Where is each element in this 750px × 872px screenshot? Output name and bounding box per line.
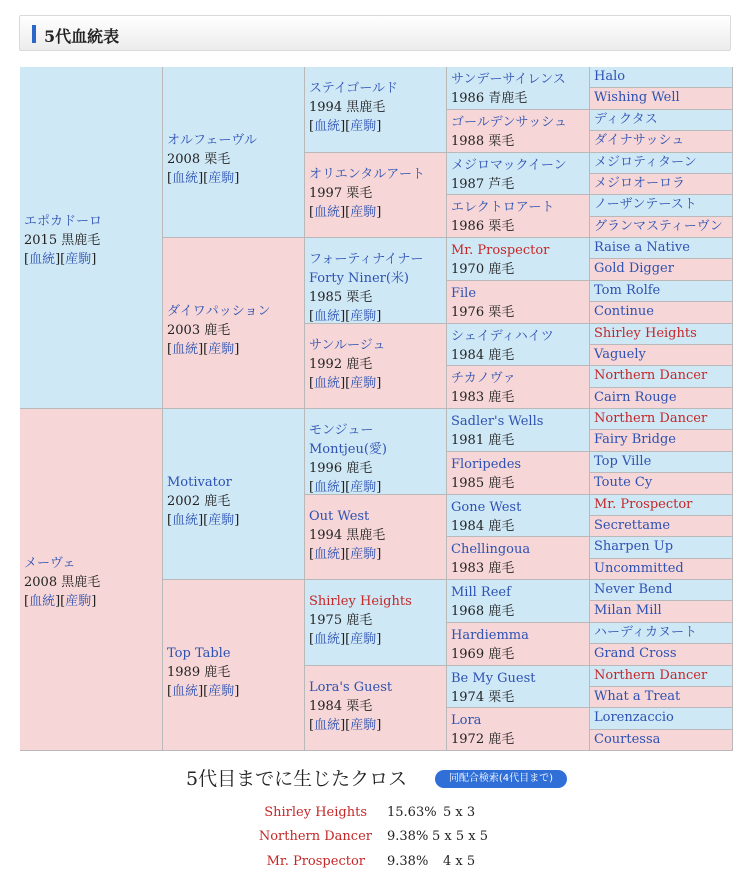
horse-birth-color: 1975 鹿毛 bbox=[309, 613, 373, 628]
horse-name-link[interactable]: Vaguely bbox=[594, 347, 646, 362]
horse-links: [血統][産駒] bbox=[24, 594, 97, 609]
horse-name-link[interactable]: Shirley Heights bbox=[594, 326, 697, 341]
pedigree-cell-gen4 bbox=[447, 580, 590, 623]
horse-links: [血統][産駒] bbox=[309, 632, 382, 647]
pedigree-cell-gen4 bbox=[447, 238, 590, 281]
horse-links: [血統][産駒] bbox=[309, 205, 382, 220]
horse-name-link[interactable]: Be My Guest bbox=[451, 671, 536, 686]
horse-name-link[interactable]: Gone West bbox=[451, 500, 522, 515]
horse-name-link[interactable]: エポカドーロ bbox=[24, 214, 103, 229]
horse-name-link[interactable]: Chellingoua bbox=[451, 542, 531, 557]
horse-name-link[interactable]: Raise a Native bbox=[594, 240, 690, 255]
horse-name-link[interactable]: What a Treat bbox=[594, 689, 681, 704]
horse-name-link[interactable]: ダイナサッシュ bbox=[594, 133, 685, 148]
sanku-link[interactable]: 産駒 bbox=[350, 480, 377, 495]
horse-name-link[interactable]: Uncommitted bbox=[594, 561, 684, 576]
horse-birth-color: 2003 鹿毛 bbox=[167, 323, 231, 338]
pedigree-cell-gen4 bbox=[447, 195, 590, 238]
pedigree-cell-gen5 bbox=[590, 452, 733, 473]
sanku-link[interactable]: 産駒 bbox=[350, 547, 377, 562]
horse-name-link[interactable]: Out West bbox=[309, 509, 370, 524]
horse-birth-color: 1985 栗毛 bbox=[309, 290, 373, 305]
cross-row bbox=[0, 853, 365, 871]
pedigree-cell-gen5 bbox=[590, 430, 733, 452]
sanku-link[interactable]: 産駒 bbox=[350, 376, 377, 391]
sanku-link[interactable]: 産駒 bbox=[350, 119, 377, 134]
horse-links: [血統][産駒] bbox=[309, 376, 382, 391]
horse-name-link[interactable]: Top Ville bbox=[594, 454, 652, 469]
sanku-link[interactable]: 産駒 bbox=[350, 205, 377, 220]
horse-name-link[interactable]: Northern Dancer bbox=[594, 411, 708, 426]
ketto-link[interactable]: 血統 bbox=[29, 252, 56, 267]
horse-name-link[interactable]: サンルージュ bbox=[309, 338, 386, 353]
horse-links: [血統][産駒] bbox=[309, 309, 382, 324]
pedigree-cell-gen3 bbox=[305, 238, 447, 324]
horse-birth-color: 1969 鹿毛 bbox=[451, 647, 515, 662]
horse-name-link[interactable]: Mill Reef bbox=[451, 585, 511, 600]
pedigree-cell-gen5 bbox=[590, 88, 733, 110]
cross-generation: 4 x 5 bbox=[443, 854, 476, 869]
horse-name-link[interactable]: ディクタス bbox=[594, 112, 658, 127]
sanku-link[interactable]: 産駒 bbox=[65, 252, 92, 267]
horse-birth-color: 1985 鹿毛 bbox=[451, 476, 515, 491]
horse-name-link[interactable]: ステイゴールド bbox=[309, 81, 399, 96]
horse-name-link[interactable]: File bbox=[451, 286, 477, 301]
horse-birth-color: 1983 鹿毛 bbox=[451, 561, 515, 576]
horse-name-link[interactable]: シェイディハイツ bbox=[451, 329, 554, 344]
pedigree-cell-gen2 bbox=[163, 238, 305, 409]
pedigree-cell-gen3 bbox=[305, 67, 447, 153]
horse-name-link[interactable]: Motivator bbox=[167, 475, 232, 490]
pedigree-cell-gen4 bbox=[447, 666, 590, 708]
pedigree-cell-gen5 bbox=[590, 345, 733, 366]
cross-horse-name[interactable]: Shirley Heights bbox=[264, 805, 367, 820]
pedigree-table bbox=[20, 67, 733, 751]
horse-name-link[interactable]: オルフェーヴル bbox=[167, 133, 257, 148]
cross-generation: 5 x 3 bbox=[443, 805, 476, 820]
horse-birth-color: 1984 鹿毛 bbox=[451, 519, 515, 534]
cross-percent: 15.63% bbox=[387, 805, 437, 820]
horse-links: [血統][産駒] bbox=[309, 119, 382, 134]
horse-name-link[interactable]: Secrettame bbox=[594, 518, 671, 533]
horse-name-link[interactable]: チカノヴァ bbox=[451, 371, 516, 386]
pedigree-cell-gen5 bbox=[590, 281, 733, 302]
pedigree-cell-gen5 bbox=[590, 666, 733, 687]
horse-name-link[interactable]: Lora bbox=[451, 713, 482, 728]
horse-birth-color: 2008 黒鹿毛 bbox=[24, 575, 101, 590]
horse-name-link[interactable]: ダイワパッション bbox=[167, 304, 271, 319]
horse-birth-color: 1968 鹿毛 bbox=[451, 604, 515, 619]
horse-name-link[interactable]: Mr. Prospector bbox=[594, 497, 693, 512]
cross-generation: 5 x 5 x 5 bbox=[432, 829, 489, 844]
horse-links: [血統][産駒] bbox=[167, 513, 240, 528]
pedigree-cell-gen5 bbox=[590, 67, 733, 88]
horse-name-link[interactable]: Shirley Heights bbox=[309, 594, 412, 609]
pedigree-cell-gen5 bbox=[590, 537, 733, 559]
pedigree-cell-gen5 bbox=[590, 601, 733, 623]
horse-links: [血統][産駒] bbox=[24, 252, 97, 267]
horse-birth-color: 1976 栗毛 bbox=[451, 305, 515, 320]
pedigree-cell-gen5 bbox=[590, 302, 733, 324]
cross-percent: 9.38% bbox=[387, 829, 429, 844]
horse-birth-color: 1983 鹿毛 bbox=[451, 390, 515, 405]
ketto-link[interactable]: 血統 bbox=[314, 119, 341, 134]
sanku-link[interactable]: 産駒 bbox=[350, 632, 377, 647]
horse-birth-color: 1972 鹿毛 bbox=[451, 732, 515, 747]
cross-row bbox=[0, 804, 367, 822]
ketto-link[interactable]: 血統 bbox=[29, 594, 56, 609]
same-mating-search-button[interactable]: 同配合検索(4代目まで) bbox=[435, 770, 567, 788]
pedigree-cell-gen4 bbox=[447, 409, 590, 452]
pedigree-cell-gen5 bbox=[590, 495, 733, 516]
cross-row bbox=[0, 828, 372, 846]
horse-birth-color: 1988 栗毛 bbox=[451, 134, 515, 149]
pedigree-cell-gen4 bbox=[447, 452, 590, 495]
pedigree-cell-gen3 bbox=[305, 324, 447, 409]
horse-name-link[interactable]: Top Table bbox=[167, 646, 231, 661]
ketto-link[interactable]: 血統 bbox=[314, 376, 341, 391]
pedigree-cell-gen2 bbox=[163, 409, 305, 580]
pedigree-cell-gen5 bbox=[590, 730, 733, 751]
sanku-link[interactable]: 産駒 bbox=[350, 718, 377, 733]
horse-links: [血統][産駒] bbox=[167, 684, 240, 699]
horse-name-link[interactable]: Milan Mill bbox=[594, 603, 662, 618]
pedigree-cell-gen3 bbox=[305, 495, 447, 580]
pedigree-cell-gen5 bbox=[590, 238, 733, 259]
section-header bbox=[19, 15, 731, 51]
sanku-link[interactable]: 産駒 bbox=[208, 342, 235, 357]
horse-birth-color: 1984 栗毛 bbox=[309, 699, 373, 714]
horse-name-link[interactable]: サンデーサイレンス bbox=[451, 72, 566, 87]
horse-birth-color: 1994 黒鹿毛 bbox=[309, 100, 386, 115]
pedigree-cell-gen5 bbox=[590, 409, 733, 430]
pedigree-cell-gen4 bbox=[447, 281, 590, 324]
ketto-link[interactable]: 血統 bbox=[314, 309, 341, 324]
pedigree-cell-gen5 bbox=[590, 623, 733, 644]
horse-birth-color: 1970 鹿毛 bbox=[451, 262, 515, 277]
horse-birth-color: 1981 鹿毛 bbox=[451, 433, 515, 448]
pedigree-cell-gen3 bbox=[305, 666, 447, 751]
horse-name-link[interactable]: Mr. Prospector bbox=[451, 243, 550, 258]
horse-name-link[interactable]: オリエンタルアート bbox=[309, 167, 425, 182]
sanku-link[interactable]: 産駒 bbox=[350, 309, 377, 324]
horse-birth-color: 1992 鹿毛 bbox=[309, 357, 373, 372]
horse-name-link[interactable]: Lorenzaccio bbox=[594, 710, 674, 725]
horse-birth-color: 1984 鹿毛 bbox=[451, 348, 515, 363]
pedigree-cell-gen2 bbox=[163, 580, 305, 751]
pedigree-cell-gen3 bbox=[305, 580, 447, 666]
pedigree-cell-gen5 bbox=[590, 174, 733, 195]
horse-links: [血統][産駒] bbox=[167, 342, 240, 357]
horse-name-link[interactable]: エレクトロアート bbox=[451, 200, 555, 215]
cross-title: 5代目までに生じたクロス bbox=[186, 768, 408, 790]
horse-name-link[interactable]: Cairn Rouge bbox=[594, 390, 677, 405]
horse-birth-color: 1989 鹿毛 bbox=[167, 665, 231, 680]
pedigree-cell-gen4 bbox=[447, 623, 590, 666]
pedigree-cell-gen1 bbox=[20, 409, 163, 751]
horse-birth-color: 2008 栗毛 bbox=[167, 152, 231, 167]
pedigree-cell-gen5 bbox=[590, 217, 733, 238]
horse-name-link[interactable]: Never Bend bbox=[594, 582, 673, 597]
pedigree-cell-gen5 bbox=[590, 473, 733, 495]
horse-name-link[interactable]: メジロオーロラ bbox=[594, 176, 686, 191]
horse-name-link[interactable]: Tom Rolfe bbox=[594, 283, 661, 298]
pedigree-cell-gen4 bbox=[447, 67, 590, 110]
pedigree-cell-gen5 bbox=[590, 110, 733, 131]
horse-name-link[interactable]: Northern Dancer bbox=[594, 368, 708, 383]
ketto-link[interactable]: 血統 bbox=[172, 171, 199, 186]
horse-birth-color: 1997 栗毛 bbox=[309, 186, 373, 201]
horse-name-link[interactable]: Continue bbox=[594, 304, 654, 319]
ketto-link[interactable]: 血統 bbox=[314, 718, 341, 733]
sanku-link[interactable]: 産駒 bbox=[208, 684, 235, 699]
pedigree-cell-gen5 bbox=[590, 388, 733, 409]
pedigree-cell-gen4 bbox=[447, 708, 590, 751]
horse-name-link[interactable]: メーヴェ bbox=[24, 556, 76, 571]
horse-birth-color: 2002 鹿毛 bbox=[167, 494, 231, 509]
horse-name-link[interactable]: Toute Cy bbox=[594, 475, 653, 490]
horse-name-link[interactable]: Lora's Guest bbox=[309, 680, 393, 695]
horse-links: [血統][産駒] bbox=[309, 547, 382, 562]
horse-name-link[interactable]: グランマスティーヴン bbox=[594, 219, 723, 234]
sanku-link[interactable]: 産駒 bbox=[65, 594, 92, 609]
pedigree-cell-gen4 bbox=[447, 537, 590, 580]
horse-birth-color: 1986 栗毛 bbox=[451, 219, 515, 234]
horse-name-link[interactable]: メジロティターン bbox=[594, 155, 697, 170]
horse-name-link[interactable]: メジロマックイーン bbox=[451, 158, 567, 173]
pedigree-cell-gen4 bbox=[447, 495, 590, 537]
ketto-link[interactable]: 血統 bbox=[314, 547, 341, 562]
horse-birth-color: 1986 青鹿毛 bbox=[451, 91, 528, 106]
horse-name-link[interactable]: フォーティナイナー Forty Niner(米) bbox=[309, 252, 424, 286]
horse-name-link[interactable]: Sharpen Up bbox=[594, 539, 674, 554]
pedigree-cell-gen4 bbox=[447, 110, 590, 153]
pedigree-cell-gen5 bbox=[590, 366, 733, 388]
horse-name-link[interactable]: Wishing Well bbox=[594, 90, 680, 105]
horse-name-link[interactable]: Sadler's Wells bbox=[451, 414, 544, 429]
sanku-link[interactable]: 産駒 bbox=[208, 513, 235, 528]
cross-horse-name[interactable]: Northern Dancer bbox=[258, 829, 372, 844]
pedigree-cell-gen5 bbox=[590, 580, 733, 601]
page-title: 5代血統表 bbox=[44, 27, 120, 46]
pedigree-cell-gen5 bbox=[590, 516, 733, 537]
cross-percent: 9.38% bbox=[387, 854, 429, 869]
horse-name-link[interactable]: モンジュー Montjeu(愛) bbox=[309, 423, 387, 457]
pedigree-cell-gen2 bbox=[163, 67, 305, 238]
pedigree-cell-gen3 bbox=[305, 409, 447, 495]
horse-links: [血統][産駒] bbox=[167, 171, 240, 186]
ketto-link[interactable]: 血統 bbox=[172, 684, 199, 699]
pedigree-cell-gen4 bbox=[447, 366, 590, 409]
horse-birth-color: 1974 栗毛 bbox=[451, 690, 515, 705]
ketto-link[interactable]: 血統 bbox=[314, 632, 341, 647]
horse-name-link[interactable]: Northern Dancer bbox=[594, 668, 708, 683]
horse-name-link[interactable]: Courtessa bbox=[594, 732, 661, 747]
ketto-link[interactable]: 血統 bbox=[314, 480, 341, 495]
ketto-link[interactable]: 血統 bbox=[172, 513, 199, 528]
ketto-link[interactable]: 血統 bbox=[172, 342, 199, 357]
pedigree-cell-gen1 bbox=[20, 67, 163, 409]
horse-name-link[interactable]: ノーザンテースト bbox=[594, 197, 697, 212]
pedigree-cell-gen4 bbox=[447, 153, 590, 195]
horse-birth-color: 1987 芦毛 bbox=[451, 177, 515, 192]
pedigree-cell-gen5 bbox=[590, 324, 733, 345]
pedigree-cell-gen5 bbox=[590, 708, 733, 730]
horse-birth-color: 1996 鹿毛 bbox=[309, 461, 373, 476]
horse-name-link[interactable]: Gold Digger bbox=[594, 261, 674, 276]
horse-name-link[interactable]: Floripedes bbox=[451, 457, 522, 472]
horse-name-link[interactable]: Grand Cross bbox=[594, 646, 677, 661]
pedigree-cell-gen5 bbox=[590, 259, 733, 281]
cross-horse-name[interactable]: Mr. Prospector bbox=[266, 854, 365, 869]
horse-birth-color: 1994 黒鹿毛 bbox=[309, 528, 386, 543]
pedigree-cell-gen5 bbox=[590, 131, 733, 153]
header-accent-bar bbox=[32, 25, 36, 43]
pedigree-cell-gen5 bbox=[590, 195, 733, 217]
sanku-link[interactable]: 産駒 bbox=[208, 171, 235, 186]
pedigree-cell-gen5 bbox=[590, 153, 733, 174]
horse-name-link[interactable]: Hardiemma bbox=[451, 628, 529, 643]
horse-links: [血統][産駒] bbox=[309, 480, 382, 495]
horse-links: [血統][産駒] bbox=[309, 718, 382, 733]
horse-name-link[interactable]: Halo bbox=[594, 69, 626, 84]
horse-birth-color: 2015 黒鹿毛 bbox=[24, 233, 101, 248]
pedigree-cell-gen3 bbox=[305, 153, 447, 238]
pedigree-cell-gen5 bbox=[590, 644, 733, 666]
horse-name-link[interactable]: ゴールデンサッシュ bbox=[451, 115, 567, 130]
pedigree-cell-gen4 bbox=[447, 324, 590, 366]
pedigree-cell-gen5 bbox=[590, 559, 733, 580]
ketto-link[interactable]: 血統 bbox=[314, 205, 341, 220]
horse-name-link[interactable]: ハーディカヌート bbox=[594, 625, 697, 640]
horse-name-link[interactable]: Fairy Bridge bbox=[594, 432, 676, 447]
pedigree-cell-gen5 bbox=[590, 687, 733, 708]
